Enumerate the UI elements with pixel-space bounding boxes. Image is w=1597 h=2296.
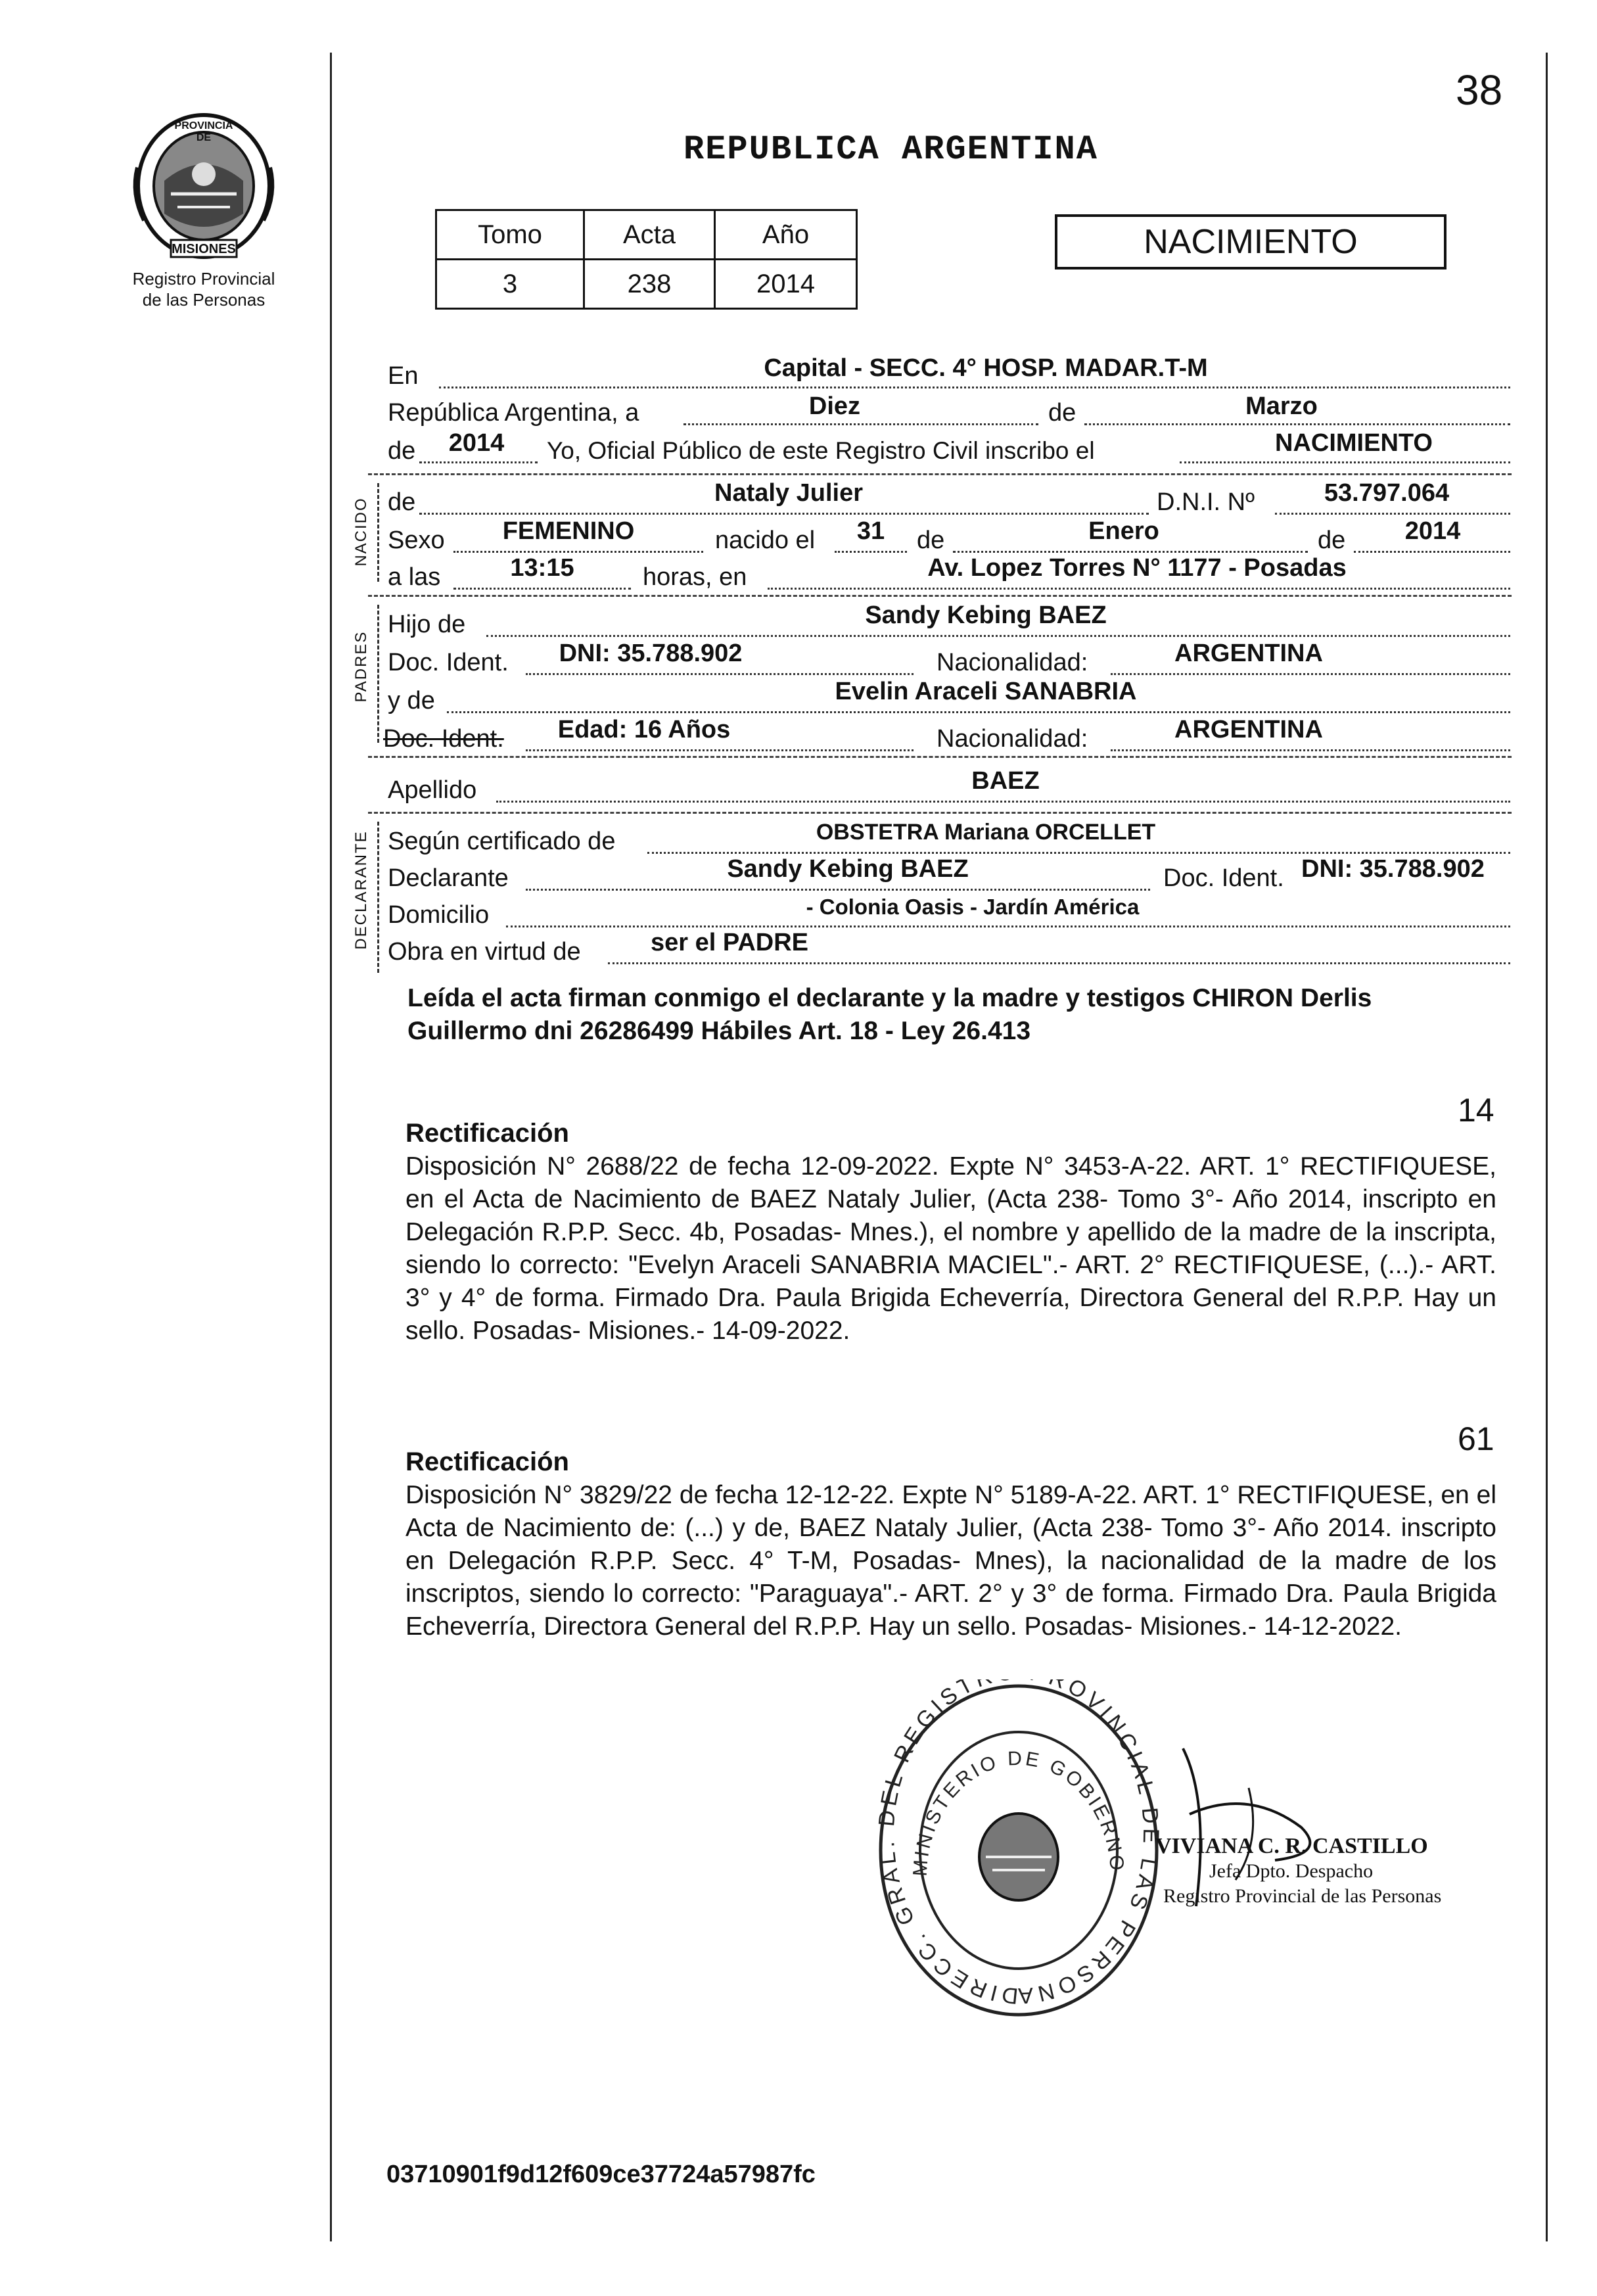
mother-value: Evelin Araceli SANABRIA (835, 678, 1137, 705)
decl-doc-value: DNI: 35.788.902 (1301, 855, 1485, 883)
father-doc: DNI: 35.788.902 (559, 640, 743, 667)
sexo-label: Sexo (388, 527, 445, 554)
apellido-label: Apellido (388, 776, 477, 804)
de-label-1: de (1048, 399, 1076, 427)
mother-nat: ARGENTINA (1174, 716, 1323, 743)
anio-value: 2014 (715, 260, 857, 309)
rectification-1-text: Disposición N° 2688/22 de fecha 12-09-2022. Expte N° 3453-A-22. ART. 1° RECTIFIQUESE, en el Acta de Nacimiento de BAEZ Nataly Julier, (Acta 238- Tomo 3°- Año 2014, inscripto en Delegación R.P.P. Secc. 4b, Posadas- Mnes.), el nombre y apellido de la madre de la inscripta, siendo lo correcto: "Evelyn Araceli SANABRIA MACIEL".- ART. 2° RECTIFIQUESE, (...).- ART. 3° y 4° de forma. Firmado Dra. Paula Brigida Echeverría, Directora General del R.P.P. Hay un sello. Posadas- Misiones.- 14-09-2022. (405, 1152, 1496, 1345)
registry-table (435, 209, 858, 310)
stamp-ring-text: DIRECC. GRAL. DEL REGIST ROVINCIAL DE LAS PERSONA (874, 1679, 1163, 2009)
signature-line2: Jefa Dpto. Despacho (1209, 1860, 1374, 1882)
sexo-value: FEMENINO (502, 517, 635, 545)
segun-label: Según certificado de (388, 828, 616, 855)
rectification-1-number: 14 (1458, 1092, 1494, 1129)
record-type-box: NACIMIENTO (1055, 214, 1447, 269)
province-seal-logo (125, 108, 283, 266)
year-value: 2014 (448, 429, 505, 457)
declarante-side-label: DECLARANTE (352, 830, 370, 950)
dni-label: D.N.I. Nº (1157, 488, 1255, 516)
name-value: Nataly Julier (714, 479, 863, 507)
nacido-side-label: NACIDO (352, 497, 370, 567)
nacionalidad-label-2: Nacionalidad: (937, 725, 1088, 753)
tomo-value: 3 (436, 260, 584, 309)
father-nat: ARGENTINA (1174, 640, 1323, 667)
obra-value: ser el PADRE (650, 929, 809, 956)
de-label-3: de (388, 488, 416, 516)
apellido-value: BAEZ (971, 767, 1040, 795)
month-value: Marzo (1245, 392, 1318, 420)
day-value: Diez (808, 392, 861, 420)
father-value: Sandy Kebing BAEZ (865, 601, 1107, 629)
acta-header: Acta (584, 210, 715, 260)
de-label-5: de (1318, 527, 1346, 554)
logo-text-top: PROVINCIA DE (174, 120, 233, 143)
anio-header: Año (715, 210, 857, 260)
de-label-2: de (388, 437, 416, 465)
logo-text-bottom: MISIONES (172, 242, 236, 256)
obra-label: Obra en virtud de (388, 938, 581, 966)
inscribe-value: NACIMIENTO (1275, 429, 1433, 457)
place-value: Av. Lopez Torres N° 1177 - Posadas (927, 554, 1347, 582)
declarante-label: Declarante (388, 864, 509, 892)
closing-text: Leída el acta firman conmigo el declarante y la madre y testigos CHIRON Derlis Guillermo dni 26286499 Hábiles Art. 18 - Ley 26.413 (407, 984, 1372, 1045)
country-title: REPUBLICA ARGENTINA (683, 130, 1098, 169)
hijo-label: Hijo de (388, 611, 466, 638)
acta-value: 238 (584, 260, 715, 309)
padres-side-label: PADRES (352, 630, 370, 703)
signature-line3: Registro Provincial de las Personas (1163, 1885, 1442, 1907)
page-number: 38 (1456, 66, 1503, 114)
dni-value: 53.797.064 (1324, 479, 1450, 507)
birth-month: Enero (1088, 517, 1159, 545)
logo-caption-line1: Registro Provincial (132, 269, 275, 289)
logo-caption (105, 268, 302, 310)
nacionalidad-label-1: Nacionalidad: (937, 649, 1088, 676)
time-value: 13:15 (510, 554, 574, 582)
en-label: En (388, 362, 419, 390)
de-label-4: de (917, 527, 945, 554)
en-value: Capital - SECC. 4° HOSP. MADAR.T-M (764, 354, 1208, 382)
birth-day: 31 (856, 517, 885, 545)
oficial-text: Yo, Oficial Público de este Registro Civil inscribo el (547, 437, 1095, 464)
nacido-el-label: nacido el (715, 527, 816, 554)
domicilio-value: - Colonia Oasis - Jardín América (806, 895, 1140, 919)
tomo-header: Tomo (436, 210, 584, 260)
rectification-1-title: Rectificación (405, 1119, 569, 1148)
rectification-2-number: 61 (1458, 1420, 1494, 1457)
domicilio-label: Domicilio (388, 901, 490, 929)
doc-ident-struck: Doc. Ident. (383, 725, 504, 753)
birth-year: 2014 (1404, 517, 1461, 545)
declarante-value: Sandy Kebing BAEZ (727, 855, 969, 883)
stamp-inner-text: MINISTERIO DE GOBIERNO (909, 1747, 1128, 1877)
right-margin-line (1546, 53, 1548, 2241)
left-margin-line (330, 53, 332, 2241)
rectification-2-text: Disposición N° 3829/22 de fecha 12-12-22. Expte N° 5189-A-22. ART. 1° RECTIFIQUESE, en el Acta de Nacimiento de: (...) y de, BAEZ Nataly Julier, (Acta 238- Tomo 3°- Año 2014. inscripto en Delegación R.P.P. Secc. 4° T-M, Posadas- Mnes), la nacionalidad de la madre de los inscriptos, siendo lo correcto: "Paraguaya".- ART. 2° y 3° de forma. Firmado Dra. Paula Brigida Echeverría, Directora General del R.P.P. Hay un sello. Posadas- Misiones.- 14-12-2022. (405, 1481, 1496, 1641)
rectification-2-title: Rectificación (405, 1447, 569, 1476)
y-de-label: y de (388, 687, 435, 715)
doc-ident-label-1: Doc. Ident. (388, 649, 509, 676)
decl-doc-label: Doc. Ident. (1163, 864, 1284, 892)
document-hash: 03710901f9d12f609ce37724a57987fc (386, 2161, 816, 2188)
mother-doc: Edad: 16 Años (557, 716, 731, 743)
republica-label: República Argentina, a (388, 399, 639, 427)
segun-value: OBSTETRA Mariana ORCELLET (816, 820, 1156, 845)
official-stamp (874, 1679, 1163, 2021)
signature-name: VIVIANA C. R. CASTILLO (1155, 1834, 1428, 1858)
a-las-label: a las (388, 563, 441, 591)
horas-label: horas, en (643, 563, 747, 591)
logo-caption-line2: de las Personas (142, 290, 266, 310)
